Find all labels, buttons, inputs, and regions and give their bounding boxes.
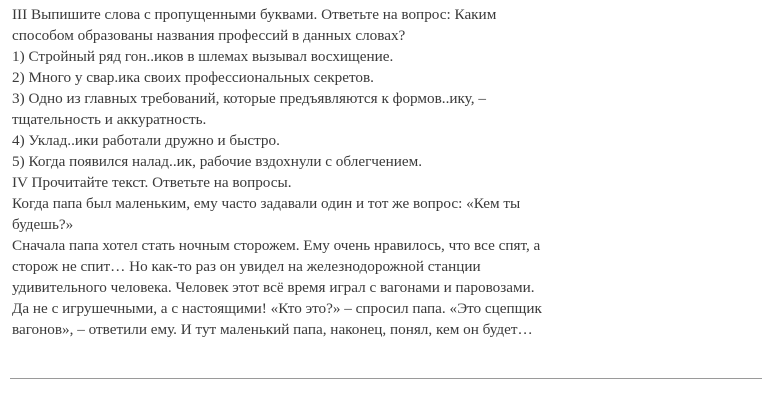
page-bottom-divider xyxy=(10,378,762,379)
exercise-3-item-1: 1) Стройный ряд гон..иков в шлемах вызывал восхищение. xyxy=(12,48,394,65)
exercise-3-item-3-continued: тщательность и аккуратность. xyxy=(12,111,207,128)
exercise-3-heading: III Выпишите слова с пропущенными буквами. Ответьте на вопрос: Каким xyxy=(12,6,497,23)
exercise-4-text-line-5: удивительного человека. Человек этот всё время играл с вагонами и паровозами. xyxy=(12,279,535,296)
exercise-3-item-2: 2) Много у свар.ика своих профессиональных секретов. xyxy=(12,69,374,86)
document-text xyxy=(12,4,760,340)
exercise-4-text-line-1: Когда папа был маленьким, ему часто задавали один и тот же вопрос: «Кем ты xyxy=(12,195,521,212)
exercise-3-heading-continued: способом образованы названия профессий в данных словах? xyxy=(12,27,406,44)
exercise-4-text-line-3: Сначала папа хотел стать ночным сторожем. Ему очень нравилось, что все спят, а xyxy=(12,237,541,254)
exercise-4-text-line-7: вагонов», – ответили ему. И тут маленький папа, наконец, понял, кем он будет… xyxy=(12,321,533,338)
exercise-4-text-line-2: будешь?» xyxy=(12,216,74,233)
exercise-3-item-4: 4) Уклад..ики работали дружно и быстро. xyxy=(12,132,280,149)
exercise-4-text-line-4: сторож не спит… Но как-то раз он увидел на железнодорожной станции xyxy=(12,258,481,275)
exercise-3-item-5: 5) Когда появился налад..ик, рабочие вздохнули с облегчением. xyxy=(12,153,423,170)
exercise-4-heading: IV Прочитайте текст. Ответьте на вопросы. xyxy=(12,174,292,191)
exercise-3-item-3: 3) Одно из главных требований, которые предъявляются к формов..ику, – xyxy=(12,90,486,107)
exercise-4-text-line-6: Да не с игрушечными, а с настоящими! «Кто это?» – спросил папа. «Это сцепщик xyxy=(12,300,542,317)
